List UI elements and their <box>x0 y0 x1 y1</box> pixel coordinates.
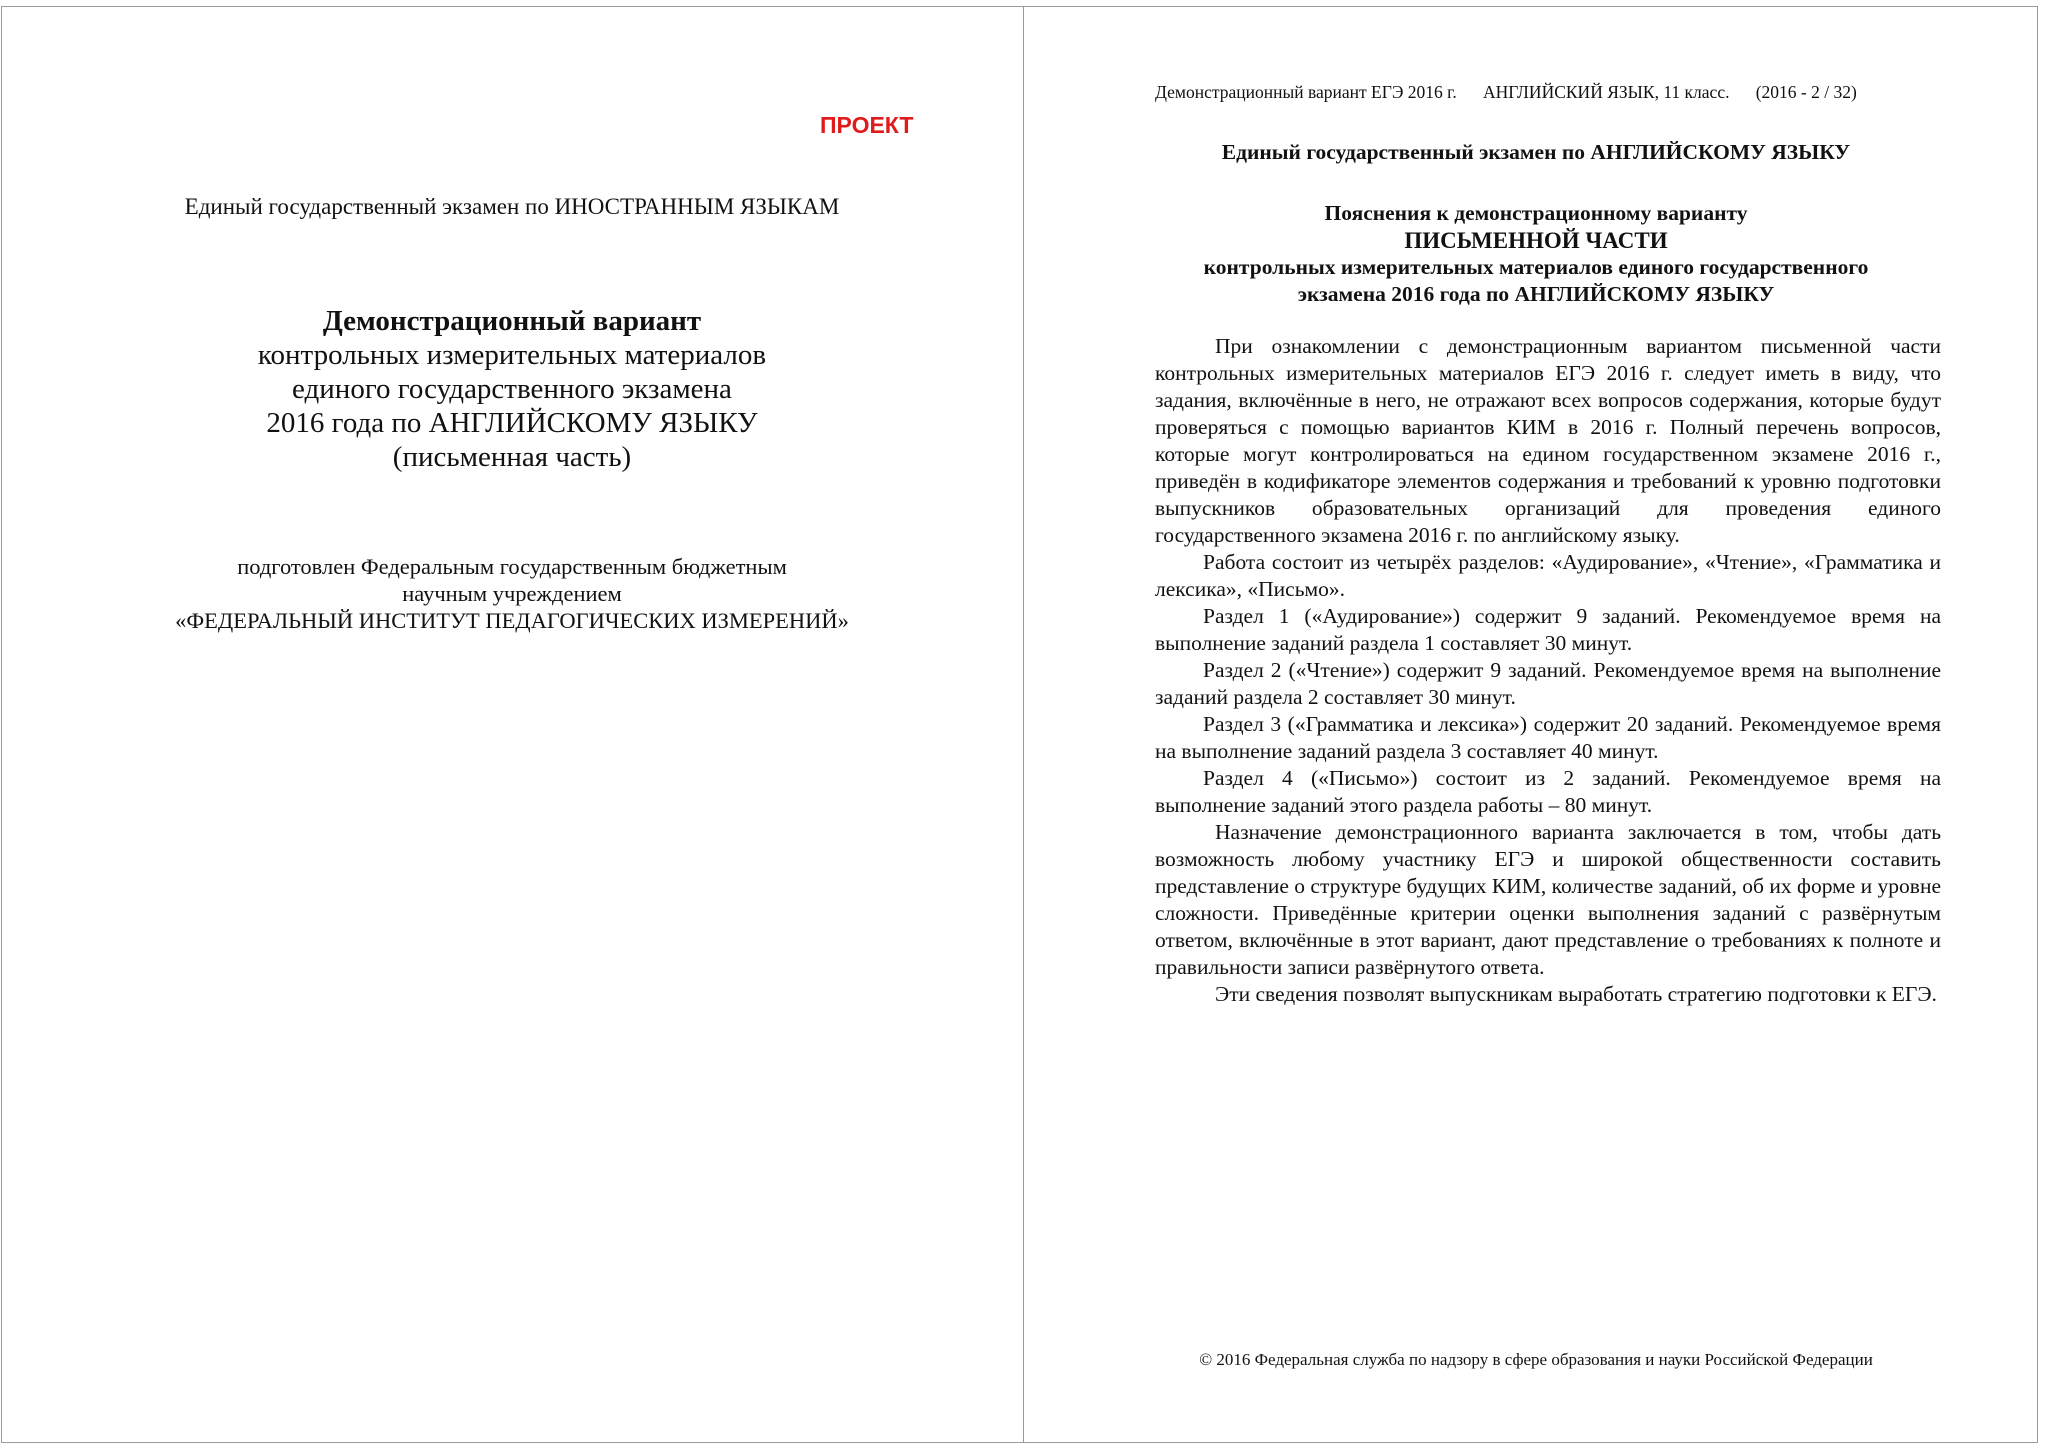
demo-line: 2016 года по АНГЛИЙСКОМУ ЯЗЫКУ <box>266 407 758 439</box>
running-head-subject: АНГЛИЙСКИЙ ЯЗЫК, 11 класс. <box>1482 82 1730 102</box>
prepared-line: подготовлен Федеральным государственным бюджетным <box>237 554 787 579</box>
body-text <box>1155 333 1941 1008</box>
demo-title-block <box>0 304 1024 474</box>
demo-line: (письменная часть) <box>392 441 632 473</box>
running-head-variant: Демонстрационный вариант ЕГЭ 2016 г. <box>1155 82 1457 102</box>
running-head-page: (2016 - 2 / 32) <box>1755 82 1857 102</box>
prepared-line: научным учреждением <box>402 581 622 606</box>
demo-line: контрольных измерительных материалов <box>257 339 767 371</box>
project-stamp: ПРОЕКТ <box>820 112 914 138</box>
explanation-line: Пояснения к демонстрационному варианту <box>1324 201 1748 225</box>
explanation-line: контрольных измерительных материалов единого государственного <box>1203 255 1869 279</box>
explanation-line: экзамена 2016 года по АНГЛИЙСКОМУ ЯЗЫКУ <box>1297 282 1775 306</box>
paragraph: Раздел 2 («Чтение») содержит 9 заданий. Рекомендуемое время на выполнение заданий раздела 2 составляет 30 минут. <box>1155 658 1941 709</box>
explanation-heading <box>1024 200 2048 308</box>
prepared-line: «ФЕДЕРАЛЬНЫЙ ИНСТИТУТ ПЕДАГОГИЧЕСКИХ ИЗМЕРЕНИЙ» <box>175 608 849 633</box>
demo-line: единого государственного экзамена <box>292 373 732 405</box>
demo-title: Демонстрационный вариант <box>322 305 702 337</box>
paragraph: При ознакомлении с демонстрационным вариантом письменной части контрольных измерительных материалов ЕГЭ 2016 г. следует иметь в виду, что задания, включённые в него, не отражают всех вопросов содержания, которые будут проверяться с помощью вариантов КИМ в 2016 г. Полный перечень вопросов, которые могут контролироваться на едином государственном экзамене 2016 г., приведён в кодификаторе элементов содержания и требований к уровню подготовки выпускников образовательных организаций для проведения единого государственного экзамена 2016 г. по английскому языку. <box>1155 334 1941 547</box>
paragraph: Назначение демонстрационного варианта заключается в том, чтобы дать возможность любому участнику ЕГЭ и широкой общественности составить представление о структуре будущих КИМ, количестве заданий, об их форме и уровне сложности. Приведённые критерии оценки выполнения заданий с развёрнутым ответом, включённые в этот вариант, дают представление о требованиях к полноте и правильности записи развёрнутого ответа. <box>1155 820 1941 979</box>
paragraph: Раздел 3 («Грамматика и лексика») содержит 20 заданий. Рекомендуемое время на выполнение заданий раздела 3 составляет 40 минут. <box>1155 712 1941 763</box>
paragraph: Раздел 4 («Письмо») состоит из 2 заданий. Рекомендуемое время на выполнение заданий этого раздела работы – 80 минут. <box>1155 766 1941 817</box>
right-page-title: Единый государственный экзамен по АНГЛИЙСКОМУ ЯЗЫКУ <box>1221 140 1851 164</box>
paragraph: Работа состоит из четырёх разделов: «Аудирование», «Чтение», «Грамматика и лексика», «Письмо». <box>1155 550 1941 601</box>
running-head <box>1155 82 1857 103</box>
paragraph: Эти сведения позволят выпускникам выработать стратегию подготовки к ЕГЭ. <box>1215 982 1937 1006</box>
exam-line: Единый государственный экзамен по ИНОСТРАННЫМ ЯЗЫКАМ <box>184 194 840 219</box>
explanation-line: ПИСЬМЕННОЙ ЧАСТИ <box>1404 228 1668 253</box>
prepared-by-block <box>0 553 1024 634</box>
copyright-footer: © 2016 Федеральная служба по надзору в сфере образования и науки Российской Федерации <box>1199 1350 1873 1369</box>
paragraph: Раздел 1 («Аудирование») содержит 9 заданий. Рекомендуемое время на выполнение заданий раздела 1 составляет 30 минут. <box>1155 604 1941 655</box>
